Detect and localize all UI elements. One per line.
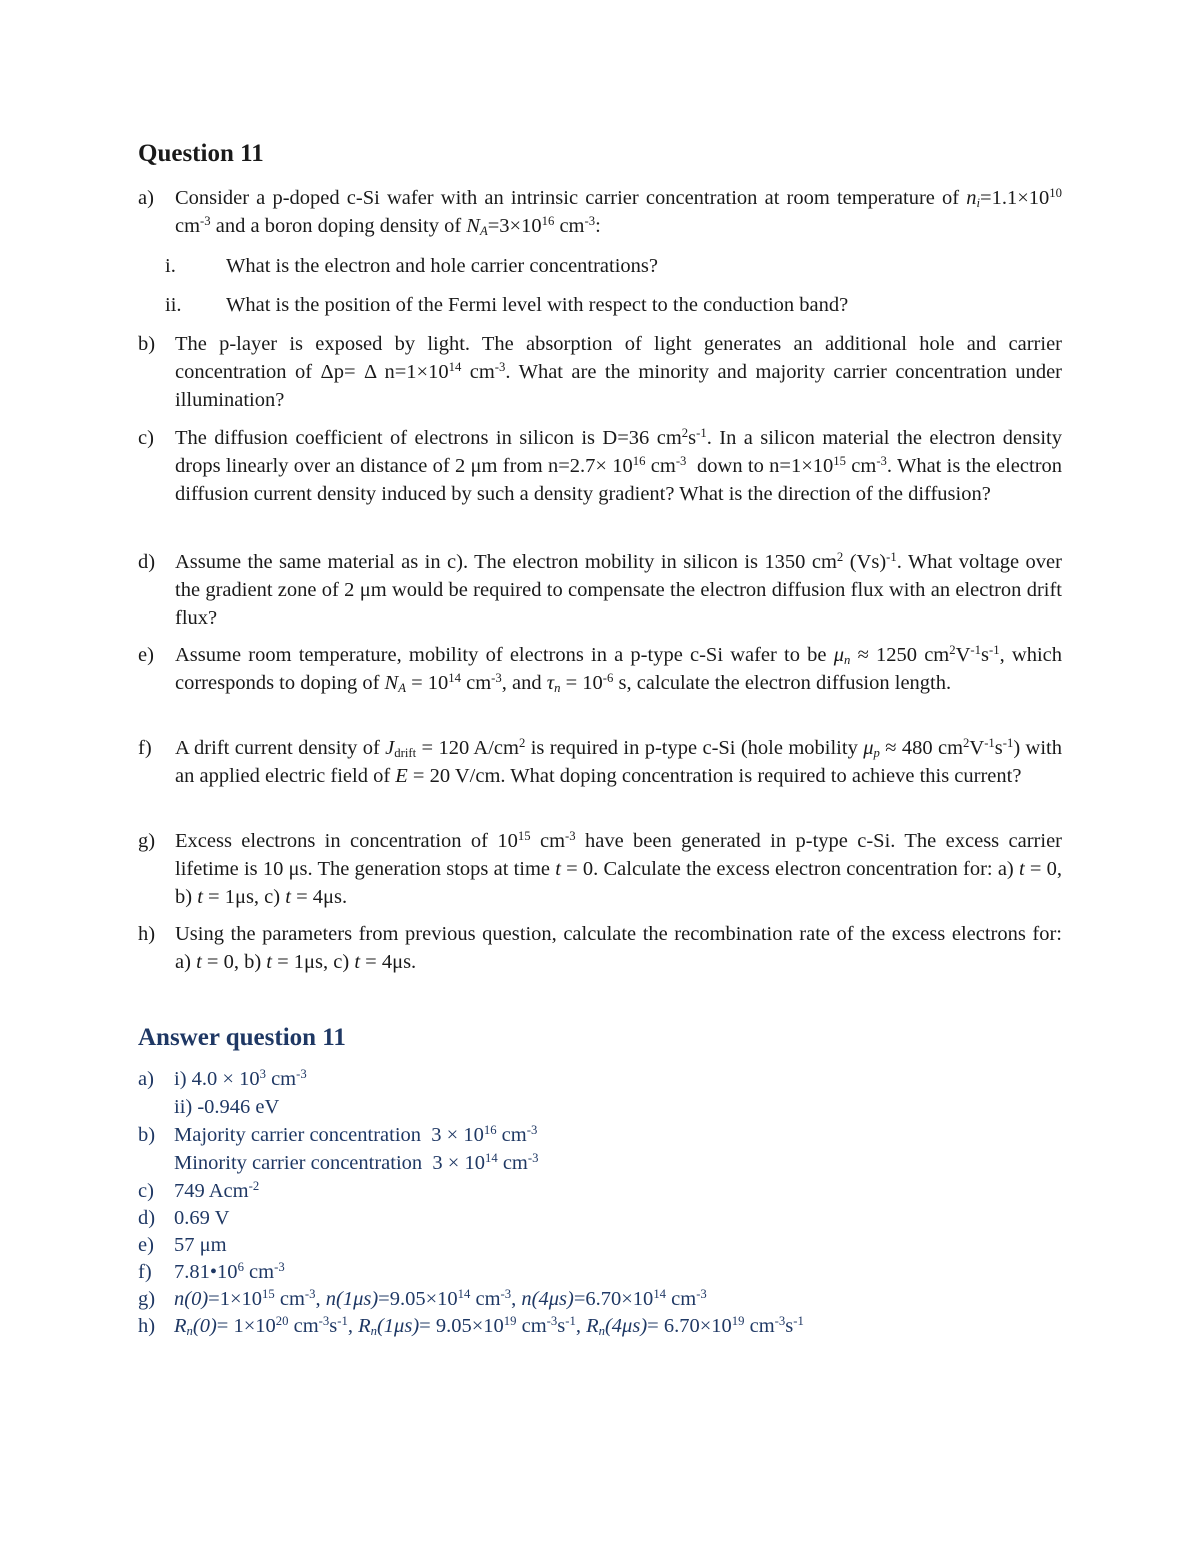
answer-text: $R_n(0)= 1\times 10^{20}$ $cm^{-3}s^{-1}$, $R_n(1\mu s)= 9.05\times 10^{19}$ $cm^{-3}s^{-1}$, $R_n(4\mu s)= 6.70\times 10^{19}$ $cm^{-3}s^{-1}$ [174,1314,804,1339]
answer-text: Majority carrier concentration $3 \times 10^{16}$ $cm^{-3}$ [174,1123,538,1146]
answer-heading: Answer question 11 [138,1024,346,1051]
subitem-label: i. [165,255,176,277]
answer-label: b) [138,1124,156,1146]
question-item-e [138,641,1062,697]
question-subitem-ii [165,291,848,319]
subitem-text: What is the position of the Fermi level with respect to the conduction band? [226,294,849,316]
answer-text: $7.81•10^6$ $cm^{-3}$ [174,1260,285,1283]
answer-item-a-ii [138,1094,279,1121]
item-label: d) [138,551,156,573]
answer-label: c) [138,1180,154,1202]
subitem-label: ii. [165,294,182,316]
answer-text: ii) -0.946 eV [174,1096,280,1118]
question-item-b [138,330,1062,414]
question-subitem-i [165,252,658,280]
answer-item-a [138,1066,307,1093]
answer-text: 749 Acm$^{-2}$ [174,1179,260,1202]
answer-label: f) [138,1261,152,1283]
item-text: Using the parameters from previous question, calculate the recombination rate of the excess electrons for: a) t = 0, b) t = 1μs, c) t = 4μs. [175,923,1062,973]
item-text: Consider a p-doped c-Si wafer with an intrinsic carrier concentration at room temperature of $n_i=1.1\times 10^{10}$ $cm^{-3}$ and a boron doping density of $N_A=3\times 10^{16}$ $cm^{-3}$: [175,186,1062,239]
item-label: g) [138,830,156,852]
question-item-a [138,184,1062,240]
answer-text: 0.69 V [174,1207,230,1229]
item-label: c) [138,427,154,449]
answer-label: g) [138,1288,156,1310]
answer-item-d [138,1205,229,1232]
answer-item-h [138,1313,804,1340]
answer-label: h) [138,1315,156,1337]
question-item-d [138,548,1062,632]
answer-item-f [138,1259,285,1286]
answer-item-b-minority [138,1150,538,1177]
question-item-h [138,920,1062,976]
item-label: f) [138,737,152,759]
answer-item-b [138,1122,537,1149]
question-item-c [138,424,1062,508]
item-label: e) [138,644,154,666]
item-label: b) [138,333,156,355]
item-text: Assume room temperature, mobility of electrons in a p-type c-Si wafer to be $\mu_n \approx 1250$ $cm^2V^{-1}s^{-1}$, which corresponds to doping of $N_A = 10^{14}$ $cm^{-3}$, and $\tau_n = 10^{-6}$ s, calculate the electron diffusion length. [175,643,1062,696]
answer-item-g [138,1286,707,1313]
item-text: The p-layer is exposed by light. The absorption of light generates an additional hole and carrier concentration of Δp= Δ $n=1\times 10^{14}$ $cm^{-3}$. What are the minority and majority carrier concentration under illumination? [175,333,1062,411]
answer-text: $n(0)=1\times 10^{15}$ $cm^{-3}$, $n(1\mu s)=9.05\times 10^{14}$ $cm^{-3}$, $n(4\mu s)=6.70\times 10^{14}$ $cm^{-3}$ [174,1287,707,1310]
answer-text: 57 μm [174,1234,227,1256]
subitem-text: What is the electron and hole carrier concentrations? [226,255,659,277]
question-heading: Question 11 [138,140,264,167]
question-item-g [138,827,1062,911]
answer-text: i) $4.0 \times 10^3$ $cm^{-3}$ [174,1067,307,1090]
item-label: a) [138,187,154,209]
question-item-f [138,734,1062,790]
answer-item-e [138,1232,227,1259]
item-text: Assume the same material as in c). The electron mobility in silicon is 1350 $cm^2$ $(Vs)^{-1}$. What voltage over the gradient zone of 2 μm would be required to compensate the electron diffusion flux with an electron drift flux? [175,550,1062,629]
item-label: h) [138,923,156,945]
answer-label: d) [138,1207,156,1229]
answer-item-c [138,1178,259,1205]
answer-label: e) [138,1234,154,1256]
item-text: Excess electrons in concentration of $10^{15}$ $cm^{-3}$ have been generated in p-type c-Si. The excess carrier lifetime is 10 μs. The generation stops at time t = 0. Calculate the excess electron concentration for: a) t = 0, b) t = 1μs, c) t = 4μs. [175,829,1062,908]
item-text: A drift current density of $J_{drift} = 120$ $A/cm^2$ is required in p-type c-Si (hole mobility $\mu_p \approx 480$ $cm^2V^{-1}s^{-1}$) with an applied electric field of E = 20 V/cm. What doping concentration is required to achieve this current? [175,736,1062,787]
answer-text: Minority carrier concentration $3 \times 10^{14}$ $cm^{-3}$ [174,1151,539,1174]
item-text: The diffusion coefficient of electrons in silicon is D=36 $cm^2s^{-1}$. In a silicon material the electron density drops linearly over an distance of 2 μm from $n=2.7\times 10^{16}$ $cm^{-3}$ down to $n=1\times 10^{15}$ $cm^{-3}$. What is the electron diffusion current density induced by such a density gradient? What is the direction of the diffusion? [175,426,1063,505]
answer-label: a) [138,1068,154,1090]
